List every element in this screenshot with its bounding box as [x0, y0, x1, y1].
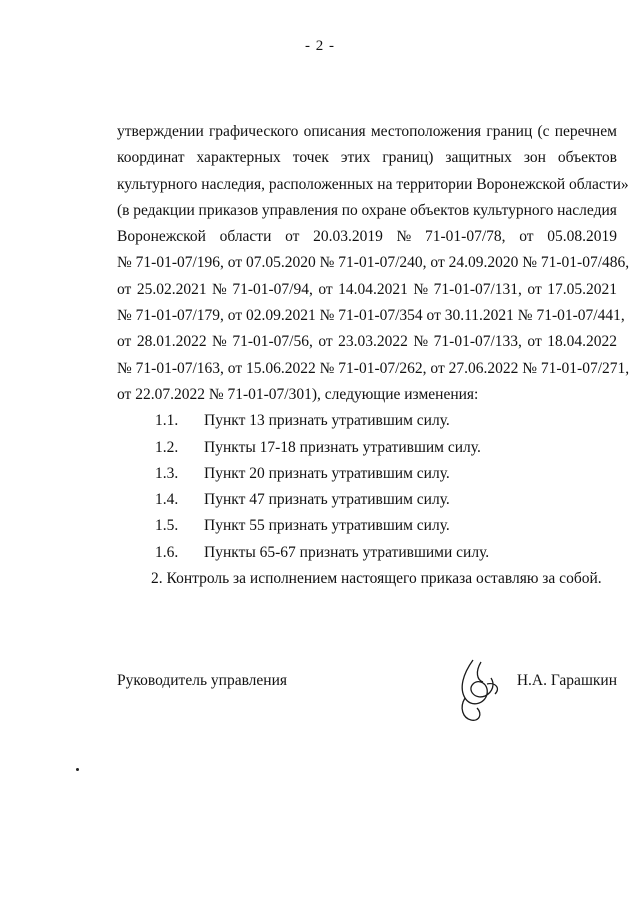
page-number: - 2 -	[305, 38, 335, 54]
paragraph-word: от	[527, 280, 542, 298]
paragraph-word: местоположения	[370, 123, 482, 140]
paragraph-word: зон	[523, 149, 546, 167]
list-item-number: 1.4.	[155, 491, 179, 509]
paragraph-word: от	[117, 280, 132, 298]
list-item-text: Пункты 17-18 признать утратившим силу.	[204, 438, 481, 456]
paragraph-word: описания	[303, 123, 366, 140]
paragraph-word: 25.02.2021	[136, 280, 207, 298]
paragraph-word: охране	[361, 201, 407, 219]
paragraph-word: от	[318, 280, 333, 298]
list-item-number: 1.3.	[155, 464, 179, 482]
list-item	[117, 513, 617, 539]
paragraph-line	[117, 224, 617, 250]
paragraph-word: защитных	[445, 149, 512, 167]
paragraph-word: 14.04.2021	[338, 280, 408, 298]
paragraph-word: № 71-01-07/179, от 02.09.2021 № 71-01-07/354 от 30.11.2021 № 71-01-07/441,	[117, 307, 625, 325]
paragraph-word: 71-01-07/94,	[232, 280, 313, 298]
list-item-number: 1.2.	[155, 438, 179, 456]
list-item-text: Пункт 13 признать утратившим силу.	[204, 412, 450, 430]
final-paragraph: 2. Контроль за исполнением настоящего приказа оставляю за собой.	[151, 570, 602, 588]
paragraph-word: №	[413, 333, 429, 351]
paragraph-word: этих	[340, 149, 371, 167]
list-item	[117, 487, 617, 513]
signature-block	[117, 672, 617, 732]
paragraph-word: 71-01-07/131,	[433, 280, 522, 298]
paragraph-word: от	[527, 333, 542, 351]
paragraph-word: наследия	[557, 201, 617, 219]
paragraph-word: от	[519, 228, 534, 246]
list-item-number: 1.5.	[155, 517, 179, 535]
paragraph-word: №	[396, 228, 412, 246]
handwritten-signature	[445, 654, 515, 724]
list-item	[117, 461, 617, 487]
paragraph-word: координат	[117, 149, 185, 167]
list-item-number: 1.1.	[155, 412, 179, 430]
paragraph-line	[117, 119, 617, 145]
paragraph-line	[117, 145, 617, 171]
signer-title: Руководитель управления	[117, 672, 288, 689]
paragraph-word: области	[219, 228, 272, 246]
paragraph-word: редакции	[133, 201, 195, 219]
list-item-text: Пункт 55 признать утратившим силу.	[204, 517, 450, 535]
paragraph-word: объектов	[410, 201, 470, 219]
paragraph-word: от	[285, 228, 300, 246]
paragraph-word: 18.04.2022	[547, 333, 617, 351]
paragraph-word: по	[341, 201, 358, 219]
paragraph-word: культурного наследия, расположенных на территории Воронежской области»	[117, 175, 629, 193]
paragraph-line	[117, 303, 625, 329]
paragraph-word: утверждении	[117, 123, 204, 140]
paragraph-word: перечнем	[554, 123, 617, 140]
document-body	[117, 119, 630, 592]
paragraph-word: характерных	[196, 149, 281, 167]
paragraph-word: 20.03.2019	[313, 228, 383, 246]
amendment-paragraph	[117, 119, 630, 408]
paragraph-word: (в	[117, 201, 130, 219]
paragraph-word: Воронежской	[117, 228, 206, 246]
paragraph-line	[117, 198, 617, 224]
amendment-items-list	[117, 408, 617, 566]
paragraph-word: № 71-01-07/163, от 15.06.2022 № 71-01-07/262, от 27.06.2022 № 71-01-07/271,	[117, 359, 630, 377]
paragraph-word: границ	[486, 123, 533, 140]
paragraph-word: 71-01-07/133,	[433, 333, 522, 351]
paragraph-word: 28.01.2022	[136, 333, 207, 351]
paragraph-word: объектов	[557, 149, 617, 167]
paragraph-word: от	[318, 333, 333, 351]
paragraph-word: 23.03.2022	[338, 333, 408, 351]
list-item-text: Пункт 47 признать утратившим силу.	[204, 491, 450, 509]
paragraph-word: №	[212, 280, 227, 298]
paragraph-line	[117, 329, 617, 355]
paragraph-line	[117, 250, 630, 276]
paragraph-word: (с	[537, 123, 550, 140]
paragraph-line	[117, 382, 617, 408]
paragraph-word: 05.08.2019	[547, 228, 617, 246]
list-item	[117, 435, 617, 461]
paragraph-word: границ)	[382, 149, 434, 167]
list-item-text: Пункты 65-67 признать утратившими силу.	[204, 543, 490, 561]
list-item	[117, 408, 617, 434]
paragraph-word: от	[117, 333, 132, 351]
paragraph-line	[117, 277, 617, 303]
paragraph-word: 71-01-07/78,	[425, 228, 506, 246]
paragraph-word: графического	[208, 123, 299, 140]
paragraph-line	[117, 172, 629, 198]
list-item	[117, 540, 617, 566]
paragraph-word: № 71-01-07/196, от 07.05.2020 № 71-01-07/240, от 24.09.2020 № 71-01-07/486,	[117, 254, 630, 272]
paragraph-word: управления	[261, 201, 338, 219]
paragraph-word: культурного	[472, 201, 554, 219]
signer-name: Н.А. Гарашкин	[516, 672, 617, 689]
paragraph-line	[117, 356, 630, 382]
list-item-number: 1.6.	[155, 543, 179, 561]
paragraph-word: 17.05.2021	[547, 280, 617, 298]
list-item-text: Пункт 20 признать утратившим силу.	[204, 464, 450, 482]
scan-mark	[76, 768, 79, 771]
paragraph-word: №	[212, 333, 227, 351]
paragraph-word: приказов	[198, 201, 259, 219]
paragraph-word: точек	[292, 149, 329, 167]
paragraph-word: от 22.07.2022 № 71-01-07/301), следующие изменения:	[117, 385, 479, 403]
paragraph-word: 71-01-07/56,	[232, 333, 313, 351]
paragraph-word: №	[413, 280, 429, 298]
